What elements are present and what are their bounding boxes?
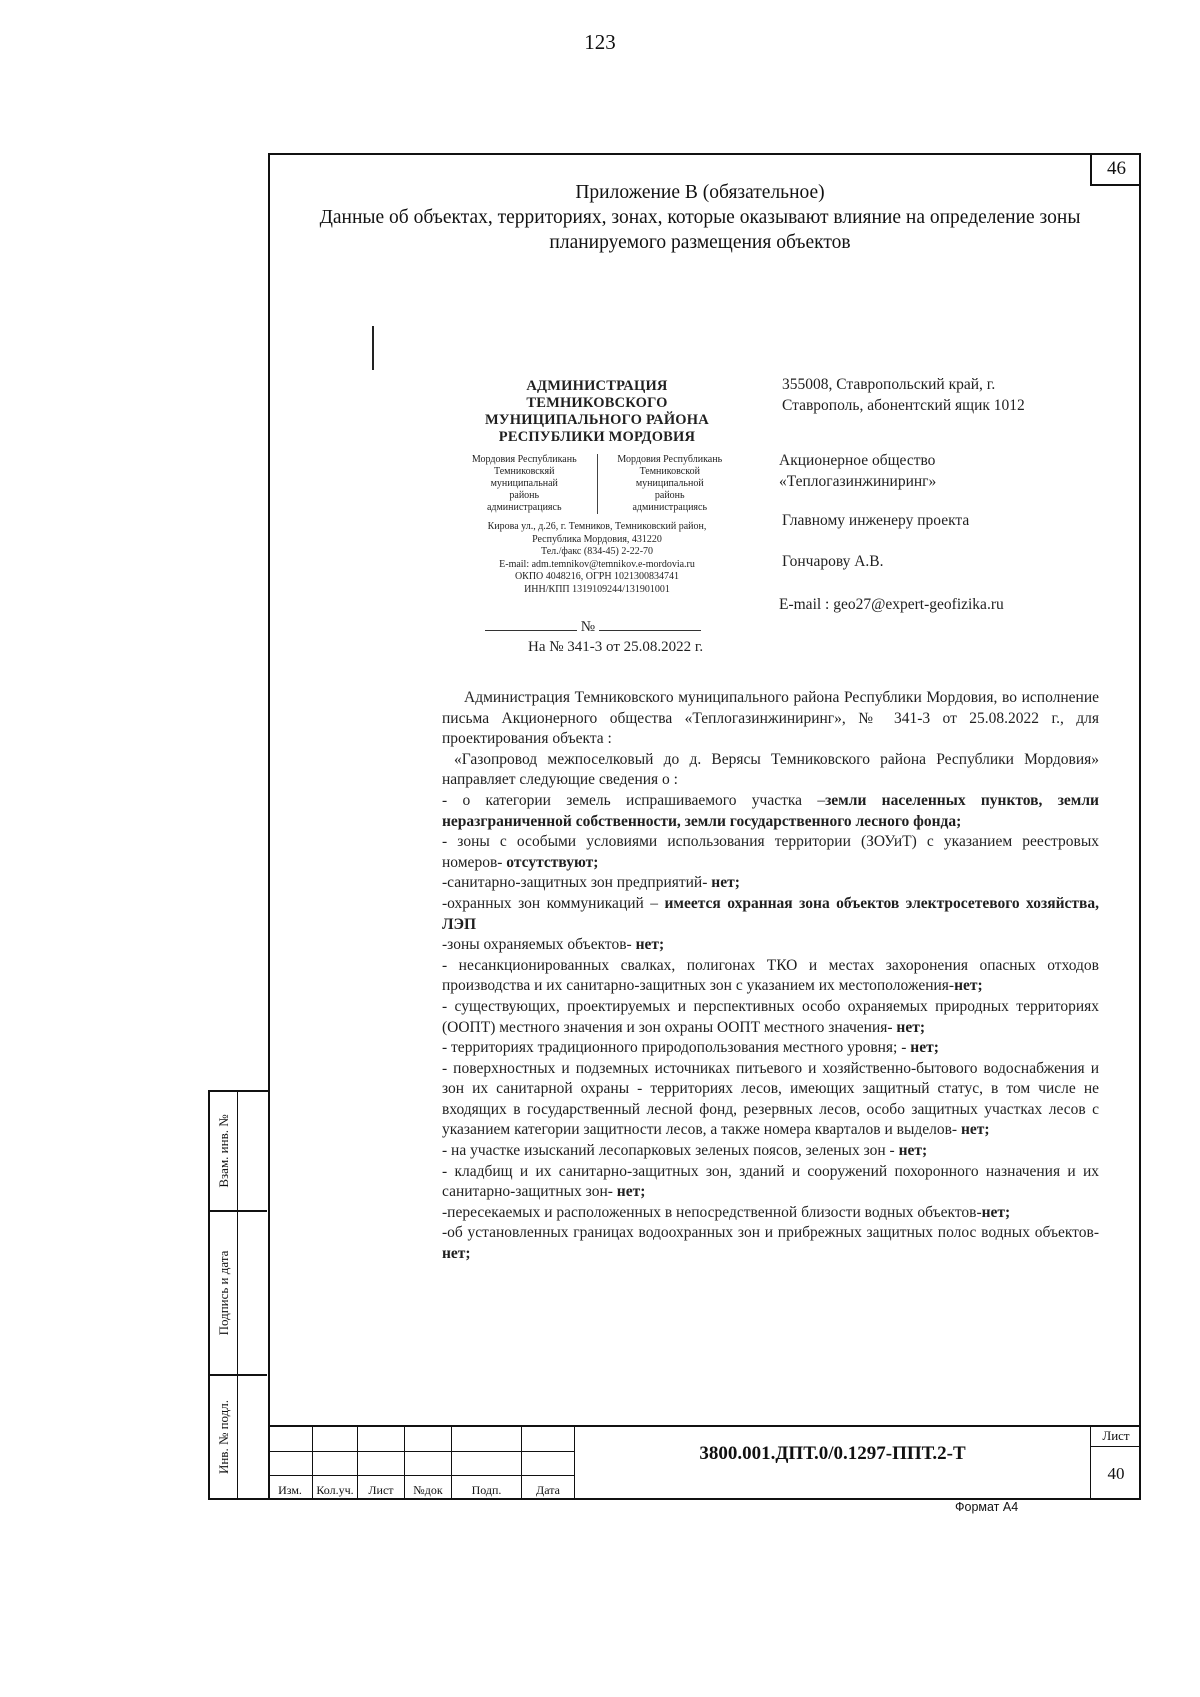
tb-col-label: Лист xyxy=(368,1483,394,1497)
col-line: Мордовия Республикань xyxy=(617,454,723,465)
addressee-block xyxy=(779,374,1112,615)
item-value: нет; xyxy=(960,1121,990,1139)
strip-row-replacement xyxy=(210,1092,267,1212)
contact-line: Кирова ул., д.26, г. Темников, Темниковский район, xyxy=(487,521,707,532)
item-text: - поверхностных и подземных источниках питьевого и хозяйственно-бытового водоснабжения и зон их санитарной охраны - территориях лесов, имеющих защитный статус, в том числе не входящих в государственный лесной фонд, резервных лесов, особо защитных участках лесов с указанием категории защитности лесов, а также номера кварталов и выделов- xyxy=(442,1059,1099,1139)
strip-label-cell xyxy=(210,1092,238,1210)
list-item xyxy=(442,832,1099,873)
tb-col-label: №док xyxy=(413,1483,443,1497)
addressee-name: Гончарову А.В. xyxy=(782,553,884,570)
strip-label-cell xyxy=(210,1212,238,1374)
addressee-position: Главному инженеру проекта xyxy=(782,512,970,529)
item-value: нет; xyxy=(910,1039,939,1057)
list-item xyxy=(442,894,1099,935)
col-line: муниципальнай xyxy=(490,478,558,489)
item-text: - территориях традиционного природопользования местного уровня; - xyxy=(442,1039,911,1057)
appendix-heading xyxy=(280,180,1120,255)
item-value: нет; xyxy=(442,1245,471,1263)
item-value: нет; xyxy=(635,936,665,954)
sheet-label: Лист xyxy=(1090,1425,1141,1447)
letterhead-admin-name xyxy=(452,378,742,446)
item-text: -зоны охраняемых объектов- xyxy=(442,936,636,954)
letterhead-bilingual-columns xyxy=(452,454,742,514)
strip-label: Подпись и дата xyxy=(215,1250,231,1336)
item-value: земли населенных пунктов, земли неразграниченной собственности, земли государственного лесного фонда; xyxy=(442,791,1099,830)
page-number: 123 xyxy=(584,30,616,54)
sheet-number-top: 46 xyxy=(1090,153,1141,186)
list-item xyxy=(442,935,1099,956)
col-line: администрациясь xyxy=(486,502,562,513)
format-label: Формат А4 xyxy=(955,1500,1019,1514)
tb-col-label: Подп. xyxy=(471,1483,502,1497)
handwritten-date xyxy=(485,630,577,631)
col-line: районь xyxy=(654,490,685,501)
list-item xyxy=(442,1059,1099,1141)
list-item xyxy=(442,1162,1099,1203)
item-text: - кладбищ и их санитарно-защитных зон, зданий и сооружений похоронного назначения и их санитарно-защитных зон- xyxy=(442,1162,1099,1201)
list-item xyxy=(442,1141,1099,1162)
letter-body xyxy=(442,688,1099,1265)
item-value: отсутствуют; xyxy=(506,853,599,871)
list-item xyxy=(442,1038,1099,1059)
admin-line: МУНИЦИПАЛЬНОГО РАЙОНА xyxy=(485,412,709,428)
contact-line: Республика Мордовия, 431220 xyxy=(532,533,662,545)
registration-line xyxy=(485,617,715,638)
tb-col-label: Дата xyxy=(536,1483,560,1497)
list-item xyxy=(442,956,1099,997)
item-value: нет; xyxy=(981,1203,1011,1221)
strip-row-original xyxy=(210,1376,267,1498)
col-line: Темниковской xyxy=(639,466,700,477)
list-item xyxy=(442,873,1099,894)
list-item xyxy=(442,791,1099,832)
tb-col-izm xyxy=(268,1427,313,1500)
item-text: - на участке изысканий лесопарковых зеленых поясов, зеленых зон - xyxy=(442,1142,899,1160)
tb-col-podp xyxy=(452,1427,522,1500)
list-item xyxy=(442,997,1099,1038)
company-line: Акционерное общество xyxy=(779,452,936,469)
col-line: районь xyxy=(509,490,540,501)
sheet-number: 40 xyxy=(1090,1447,1141,1500)
item-text: - несанкционированных свалках, полигонах ТКО и местах захоронения опасных отходов производства и их санитарно-защитных зон с указанием их местоположения- xyxy=(442,956,1099,995)
tb-col-data xyxy=(522,1427,575,1500)
strip-row-signature xyxy=(210,1212,267,1376)
appendix-subtitle-line2: планируемого размещения объектов xyxy=(549,232,851,253)
item-value: нет; xyxy=(616,1183,646,1201)
tb-col-ndok xyxy=(405,1427,452,1500)
body-paragraph: Администрация Темниковского муниципального района Республики Мордовия, во исполнение письма Акционерного общества «Теплогазинжиниринг», № 341-3 от 25.08.2022 г., для проектирования объекта : xyxy=(442,689,1099,748)
item-value: имеется охранная зона объектов электросетевого хозяйства, ЛЭП xyxy=(442,894,1100,933)
letterhead-contacts xyxy=(452,521,742,596)
tb-col-label: Кол.уч. xyxy=(316,1483,354,1497)
letterhead-col-right xyxy=(598,454,743,514)
tb-col-koluch xyxy=(313,1427,358,1500)
document-code: 3800.001.ДПТ.0/0.1297-ППТ.2-Т xyxy=(699,1443,966,1464)
addressee-email: E-mail : geo27@expert-geofizika.ru xyxy=(779,596,1004,613)
appendix-subtitle-line1: Данные об объектах, территориях, зонах, которые оказывают влияние на определение зоны xyxy=(319,207,1081,228)
reg-no-label: № xyxy=(580,619,596,635)
list-item xyxy=(442,1223,1099,1264)
item-text: - существующих, проектируемых и перспективных особо охраняемых природных территориях (ООПТ) местного значения и зон охраны ООПТ местного значения- xyxy=(442,997,1099,1036)
company-line: «Теплогазинжиниринг» xyxy=(779,473,937,490)
strip-label: Инв. № подл. xyxy=(215,1399,231,1475)
item-text: -санитарно-защитных зон предприятий- xyxy=(442,874,712,892)
body-paragraph: «Газопровод межпоселковый до д. Верясы Темниковского района Республики Мордовия» направляет следующие сведения о : xyxy=(442,750,1099,789)
item-text: -об установленных границах водоохранных зон и прибрежных защитных полос водных объектов- xyxy=(442,1224,1099,1242)
item-text: -охранных зон коммуникаций – xyxy=(442,894,665,912)
address-line: Ставрополь, абонентский ящик 1012 xyxy=(782,397,1025,414)
col-line: муниципальной xyxy=(635,478,704,489)
item-value: нет; xyxy=(896,1018,926,1036)
appendix-title: Приложение В (обязательное) xyxy=(575,182,825,203)
item-value: нет; xyxy=(954,977,983,995)
letterhead-col-left xyxy=(452,454,598,514)
item-text: - зоны с особыми условиями использования территории (ЗОУиТ) с указанием реестровых номеров- xyxy=(442,833,1099,871)
col-line: администрациясь xyxy=(632,502,708,513)
contact-line: ОКПО 4048216, ОГРН 1021300834741 xyxy=(514,571,680,582)
item-value: нет; xyxy=(898,1142,928,1160)
contact-line: E-mail: adm.temnikov@temnikov.e-mordovia.ru xyxy=(499,558,695,570)
contact-line: ИНН/КПП 1319109244/131901001 xyxy=(524,583,670,595)
tb-col-list xyxy=(358,1427,405,1500)
item-text: -пересекаемых и расположенных в непосредственной близости водных объектов- xyxy=(442,1203,982,1221)
admin-line: РЕСПУБЛИКИ МОРДОВИЯ xyxy=(498,429,696,445)
handwritten-reg-no xyxy=(599,630,701,631)
contact-line: Тел./факс (834-45) 2-22-70 xyxy=(540,546,654,557)
scan-artifact-line xyxy=(372,326,374,370)
item-value: нет; xyxy=(711,874,740,892)
col-line: Мордовия Республикань xyxy=(471,454,577,465)
tb-col-label: Изм. xyxy=(278,1483,302,1497)
list-item xyxy=(442,1203,1099,1224)
address-line: 355008, Ставропольский край, г. xyxy=(782,376,996,393)
item-text: - о категории земель испрашиваемого участка – xyxy=(442,791,826,809)
strip-label: Взам. инв. № xyxy=(215,1114,231,1188)
admin-line: АДМИНИСТРАЦИЯ xyxy=(526,378,668,394)
admin-line: ТЕМНИКОВСКОГО xyxy=(526,395,668,411)
strip-label-cell xyxy=(210,1376,238,1498)
col-line: Темниковскяй xyxy=(494,466,555,477)
side-stamp-strip xyxy=(208,1090,268,1500)
reference-line: На № 341-3 от 25.08.2022 г. xyxy=(528,639,704,655)
